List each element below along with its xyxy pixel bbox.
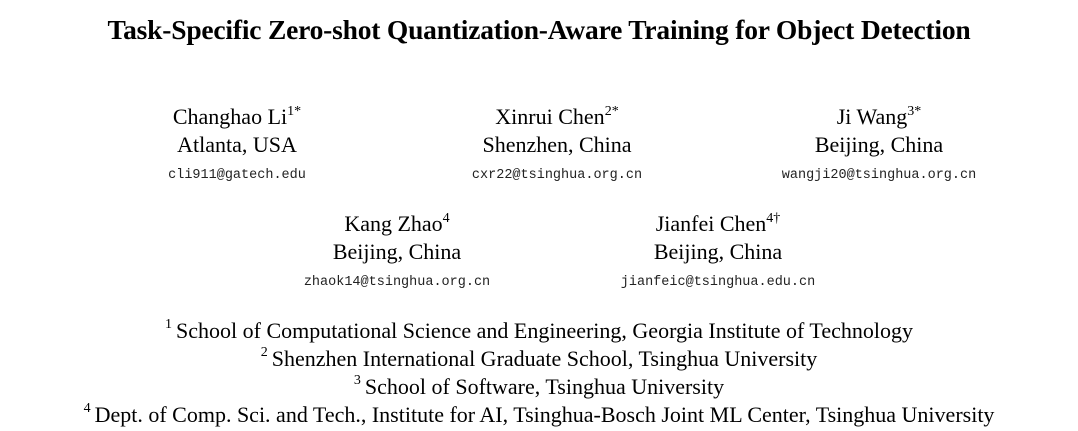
- author-email: jianfeic@tsinghua.edu.cn: [620, 275, 816, 290]
- author-email: zhaok14@tsinghua.org.cn: [303, 275, 491, 290]
- affiliation-line: $^1$ School of Computational Science and Engineering, Georgia Institute of Technology: [165, 316, 913, 343]
- author-block: [407, 103, 707, 185]
- affiliation-number: 3: [353, 372, 361, 388]
- affiliation-line: $^4$ Dept. of Comp. Sci. and Tech., Institute for AI, Tsinghua-Bosch Joint ML Center, Tsinghua University: [83, 400, 995, 427]
- author-marks: 4: [442, 210, 450, 226]
- affiliation-line: $^3$ School of Software, Tsinghua University: [353, 372, 725, 399]
- affiliation-number: 1: [165, 316, 173, 332]
- author-location: Atlanta, USA: [177, 132, 297, 157]
- author-name: Ji Wang$^{3*}$: [836, 103, 922, 129]
- affiliation-list: [0, 317, 1078, 429]
- author-name: Jianfei Chen$^{4\dagger}$: [655, 210, 781, 236]
- author-block: [729, 103, 1029, 185]
- author-location: Beijing, China: [332, 239, 462, 264]
- author-block: [247, 210, 547, 292]
- author-marks: 2*: [604, 103, 619, 119]
- affiliation-number: 2: [260, 344, 268, 360]
- author-block: [568, 210, 868, 292]
- affiliation-line: $^2$ Shenzhen International Graduate School, Tsinghua University: [260, 344, 818, 371]
- author-block: [87, 103, 387, 185]
- author-email: wangji20@tsinghua.org.cn: [781, 168, 977, 183]
- author-email: cxr22@tsinghua.org.cn: [471, 168, 643, 183]
- author-marks: 1*: [287, 103, 302, 119]
- author-name: Kang Zhao$^4$: [344, 210, 450, 236]
- author-email: cli911@gatech.edu: [168, 168, 306, 183]
- author-location: Beijing, China: [814, 132, 944, 157]
- author-name: Xinrui Chen$^{2*}$: [495, 103, 619, 129]
- author-marks: 4†: [766, 210, 781, 226]
- author-location: Beijing, China: [653, 239, 783, 264]
- author-marks: 3*: [907, 103, 922, 119]
- author-location: Shenzhen, China: [482, 132, 632, 157]
- author-name: Changhao $Li^{1*}$: [172, 103, 302, 129]
- paper-title: Task-Specific Zero-shot Quantization-Aware Training for Object Detection: [107, 14, 971, 45]
- affiliation-number: 4: [83, 400, 91, 416]
